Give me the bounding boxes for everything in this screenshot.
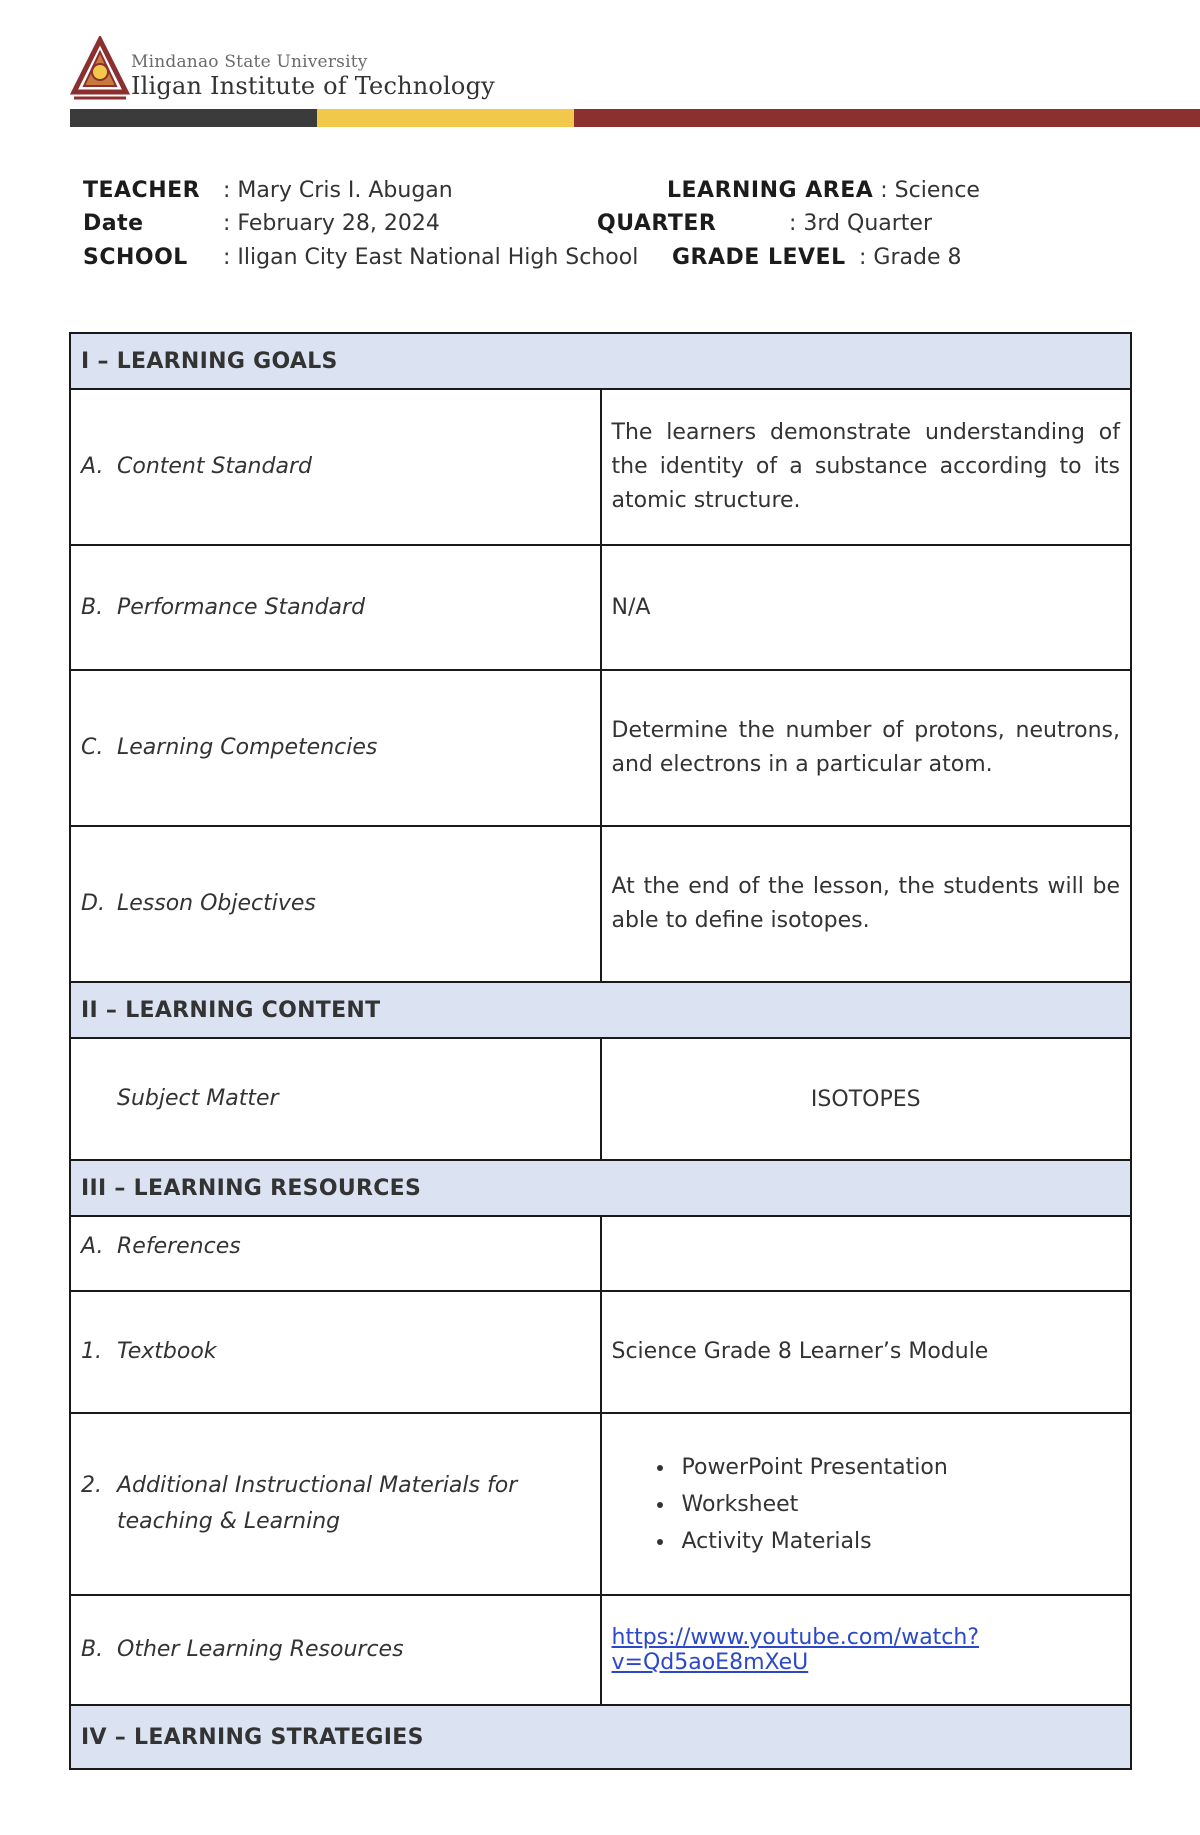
materials-list (612, 1449, 1121, 1560)
header-strip-maroon (574, 109, 1200, 127)
textbook-value: Science Grade 8 Learner’s Module (601, 1291, 1132, 1413)
content-standard-value: The learners demonstrate understanding of the identity of a substance according to its atomic structure. (601, 389, 1132, 545)
item-number: A. (81, 454, 104, 479)
item-number: A. (81, 1234, 104, 1259)
list-item: • Activity Materials (676, 1523, 1121, 1560)
item-number: C. (81, 735, 104, 760)
school-label: SCHOOL (83, 245, 188, 270)
table-row (70, 1291, 1131, 1413)
item-number: 1. (81, 1339, 102, 1364)
header-strip-dark (70, 109, 317, 127)
section-row (70, 333, 1131, 389)
item-number: B. (81, 1637, 104, 1662)
additional-materials-value (601, 1413, 1132, 1595)
performance-standard-label (70, 545, 601, 670)
table-row (70, 1595, 1131, 1705)
item-number: D. (81, 891, 105, 916)
table-row (70, 1216, 1131, 1291)
performance-standard-value: N/A (601, 545, 1132, 670)
item-number: 2. (81, 1473, 102, 1498)
additional-materials-label (70, 1413, 601, 1595)
grade-level-label: GRADE LEVEL (672, 245, 846, 270)
table-row (70, 545, 1131, 670)
subject-matter-label: Subject Matter (70, 1038, 601, 1160)
content-standard-label (70, 389, 601, 545)
university-name: Mindanao State University (131, 52, 368, 72)
item-label: Textbook (117, 1339, 217, 1364)
item-number: B. (81, 594, 104, 620)
learning-area-value: : Science (880, 178, 980, 203)
table-row (70, 389, 1131, 545)
item-label: Lesson Objectives (117, 891, 316, 916)
learning-area-label: LEARNING AREA (667, 178, 874, 203)
teacher-value: : Mary Cris I. Abugan (223, 178, 453, 203)
section-learning-goals: I – LEARNING GOALS (70, 333, 1131, 389)
date-value: : February 28, 2024 (223, 211, 440, 236)
date-label: Date (83, 211, 144, 236)
msu-iit-seal-icon (70, 36, 130, 102)
section-row (70, 982, 1131, 1038)
grade-level-value: : Grade 8 (859, 245, 962, 270)
table-row (70, 1038, 1131, 1160)
lesson-plan-table (69, 332, 1132, 1770)
subject-matter-value: ISOTOPES (601, 1038, 1132, 1160)
youtube-link[interactable]: https://www.youtube.com/watch?v=Qd5aoE8mXeU (611, 1625, 980, 1675)
table-row (70, 1413, 1131, 1595)
school-value: : Iligan City East National High School (223, 245, 639, 270)
learning-competencies-value: Determine the number of protons, neutrons, and electrons in a particular atom. (601, 670, 1132, 826)
header-strip-gold (317, 109, 574, 127)
section-learning-content: II – LEARNING CONTENT (70, 982, 1131, 1038)
item-label: Additional Instructional Materials for teaching & Learning (117, 1473, 518, 1534)
item-label: Content Standard (117, 454, 312, 479)
teacher-label: TEACHER (83, 178, 201, 203)
references-label (70, 1216, 601, 1291)
other-resources-label (70, 1595, 601, 1705)
textbook-label (70, 1291, 601, 1413)
teacher-label-cell (83, 178, 200, 203)
item-label: References (117, 1234, 241, 1259)
item-label: Other Learning Resources (117, 1637, 404, 1662)
item-label: Performance Standard (117, 594, 366, 620)
section-learning-resources: III – LEARNING RESOURCES (70, 1160, 1131, 1216)
table-row (70, 826, 1131, 982)
institution-logo (70, 36, 500, 106)
lesson-objectives-label (70, 826, 601, 982)
table-row (70, 670, 1131, 826)
quarter-value: : 3rd Quarter (789, 211, 933, 236)
section-row (70, 1160, 1131, 1216)
list-item: • Worksheet (676, 1486, 1121, 1523)
references-value (601, 1216, 1132, 1291)
list-item: • PowerPoint Presentation (676, 1449, 1121, 1486)
lesson-objectives-value: At the end of the lesson, the students will be able to define isotopes. (601, 826, 1132, 982)
section-row (70, 1705, 1131, 1769)
section-learning-strategies: IV – LEARNING STRATEGIES (70, 1705, 1131, 1769)
quarter-label: QUARTER (597, 211, 717, 236)
other-resources-value (601, 1595, 1132, 1705)
institute-name: Iligan Institute of Technology (131, 72, 495, 100)
learning-competencies-label (70, 670, 601, 826)
item-label: Learning Competencies (117, 735, 378, 760)
